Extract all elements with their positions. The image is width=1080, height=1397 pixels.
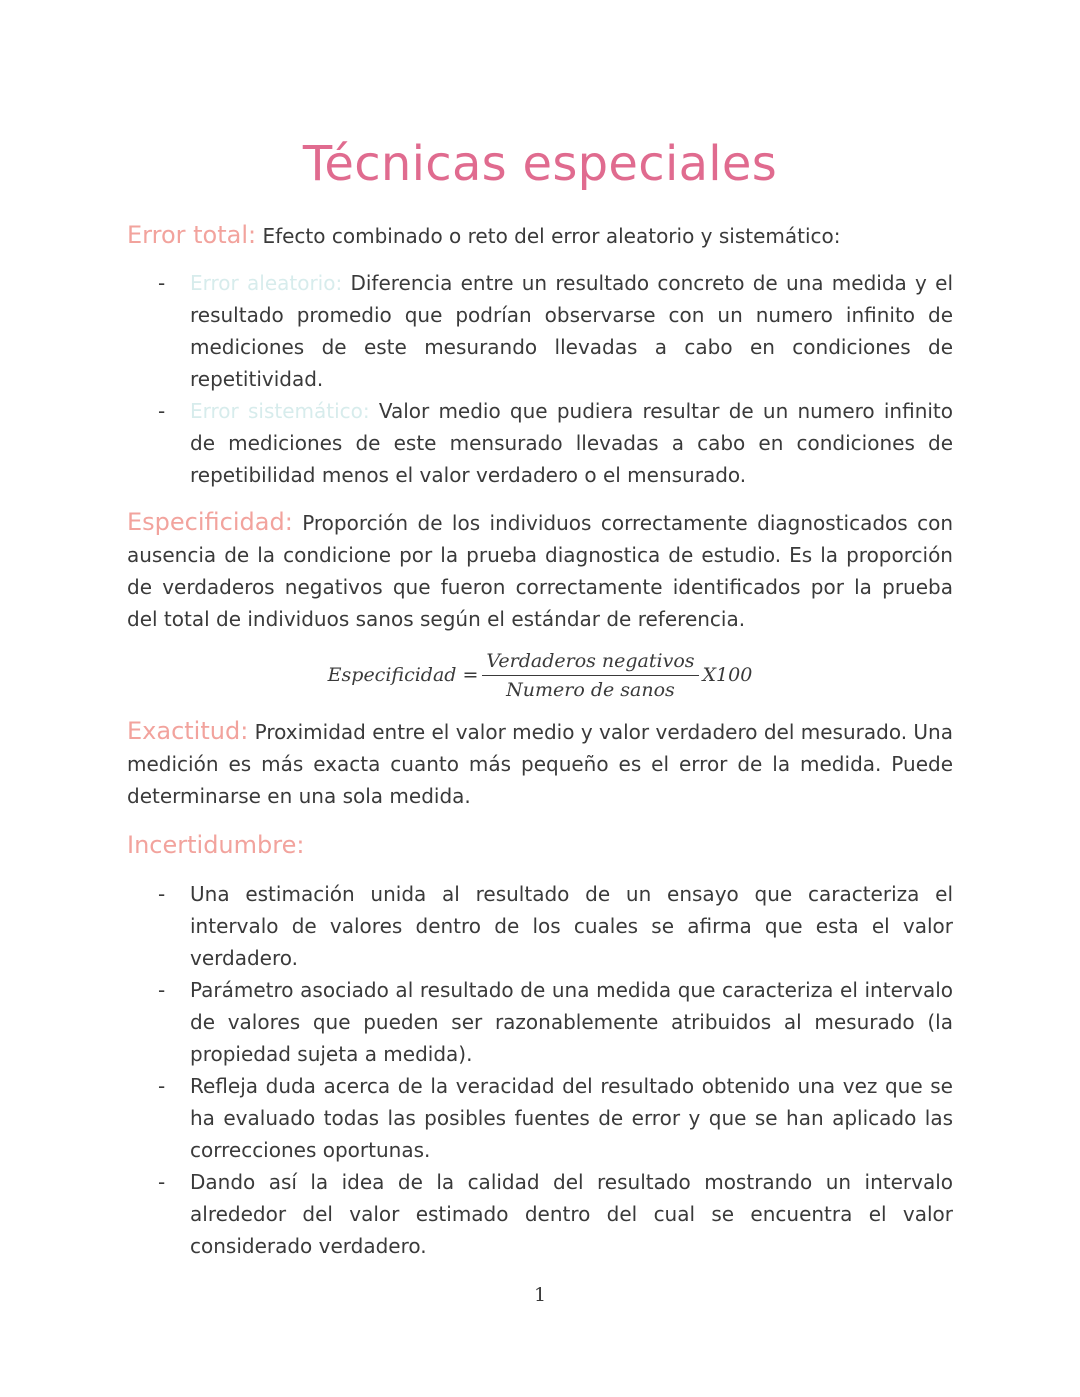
error-total-paragraph: [127, 219, 953, 252]
dash-bullet: -: [158, 1074, 166, 1098]
page-number: 1: [533, 1284, 547, 1306]
dash-bullet: -: [158, 978, 166, 1002]
term-exactitud: Exactitud:: [127, 717, 249, 745]
section-especificidad: [127, 506, 953, 635]
error-total-text: Efecto combinado o reto del error aleatorio y sistemático:: [256, 224, 841, 248]
dash-bullet: -: [158, 399, 166, 423]
incertidumbre-list: [127, 878, 953, 1262]
section-error-total: [127, 219, 953, 252]
exactitud-text: Proximidad entre el valor medio y valor verdadero del mesurado. Una medición es más exacta cuanto más pequeño es el error de la medida. Puede determinarse en una sola medida.: [127, 720, 953, 808]
especificidad-text: Proporción de los individuos correctamente diagnosticados con ausencia de la condicione por la prueba diagnostica de estudio. Es la proporción de verdaderos negativos que fueron correctamente identificados por la prueba del total de individuos sanos según el estándar de referencia.: [127, 511, 953, 631]
list-item: [127, 1166, 953, 1262]
formula-denominator: Numero de sanos: [506, 678, 675, 701]
error-sistematico-text: Valor medio que pudiera resultar de un numero infinito de mediciones de este mensurado llevadas a cabo en condiciones de repetibilidad menos el valor verdadero o el mensurado.: [190, 399, 954, 487]
list-item: [127, 1070, 953, 1166]
dash-bullet: -: [158, 882, 166, 906]
list-item: [127, 878, 953, 974]
especificidad-formula: [127, 645, 953, 705]
term-error-sistematico: Error sistemático:: [190, 399, 370, 423]
dash-bullet: -: [158, 1170, 166, 1194]
error-total-list: [127, 267, 953, 491]
especificidad-paragraph: [127, 506, 953, 635]
formula-lhs: Especificidad =: [327, 664, 479, 686]
term-incertidumbre: Incertidumbre:: [127, 831, 305, 859]
term-error-total: Error total:: [127, 221, 257, 249]
term-error-aleatorio: Error aleatorio:: [190, 271, 343, 295]
page-title: Técnicas especiales: [302, 136, 778, 192]
list-item: [127, 395, 953, 491]
formula-fraction: [482, 650, 698, 701]
formula-numerator: Verdaderos negativos: [482, 650, 698, 676]
section-exactitud: [127, 715, 953, 812]
section-incertidumbre: [127, 829, 953, 862]
term-especificidad: Especificidad:: [127, 508, 293, 536]
list-item: [127, 974, 953, 1070]
incertidumbre-item-text: Refleja duda acerca de la veracidad del resultado obtenido una vez que se ha evaluado todas las posibles fuentes de error y que se han aplicado las correcciones oportunas.: [190, 1074, 953, 1162]
exactitud-paragraph: [127, 715, 953, 812]
list-item: [127, 267, 953, 395]
error-aleatorio-text: Diferencia entre un resultado concreto de una medida y el resultado promedio que podrían observarse con un numero infinito de mediciones de este mesurando llevadas a cabo en condiciones de repetitividad.: [190, 271, 953, 391]
incertidumbre-heading: [127, 829, 953, 862]
incertidumbre-item-text: Dando así la idea de la calidad del resultado mostrando un intervalo alrededor del valor estimado dentro del cual se encuentra el valor considerado verdadero.: [190, 1170, 953, 1258]
incertidumbre-item-text: Una estimación unida al resultado de un ensayo que caracteriza el intervalo de valores dentro de los cuales se afirma que esta el valor verdadero.: [190, 882, 953, 970]
dash-bullet: -: [158, 271, 166, 295]
formula-factor: X100: [702, 664, 753, 686]
incertidumbre-item-text: Parámetro asociado al resultado de una medida que caracteriza el intervalo de valores que pueden ser razonablemente atribuidos al mesurado (la propiedad sujeta a medida).: [190, 978, 953, 1066]
